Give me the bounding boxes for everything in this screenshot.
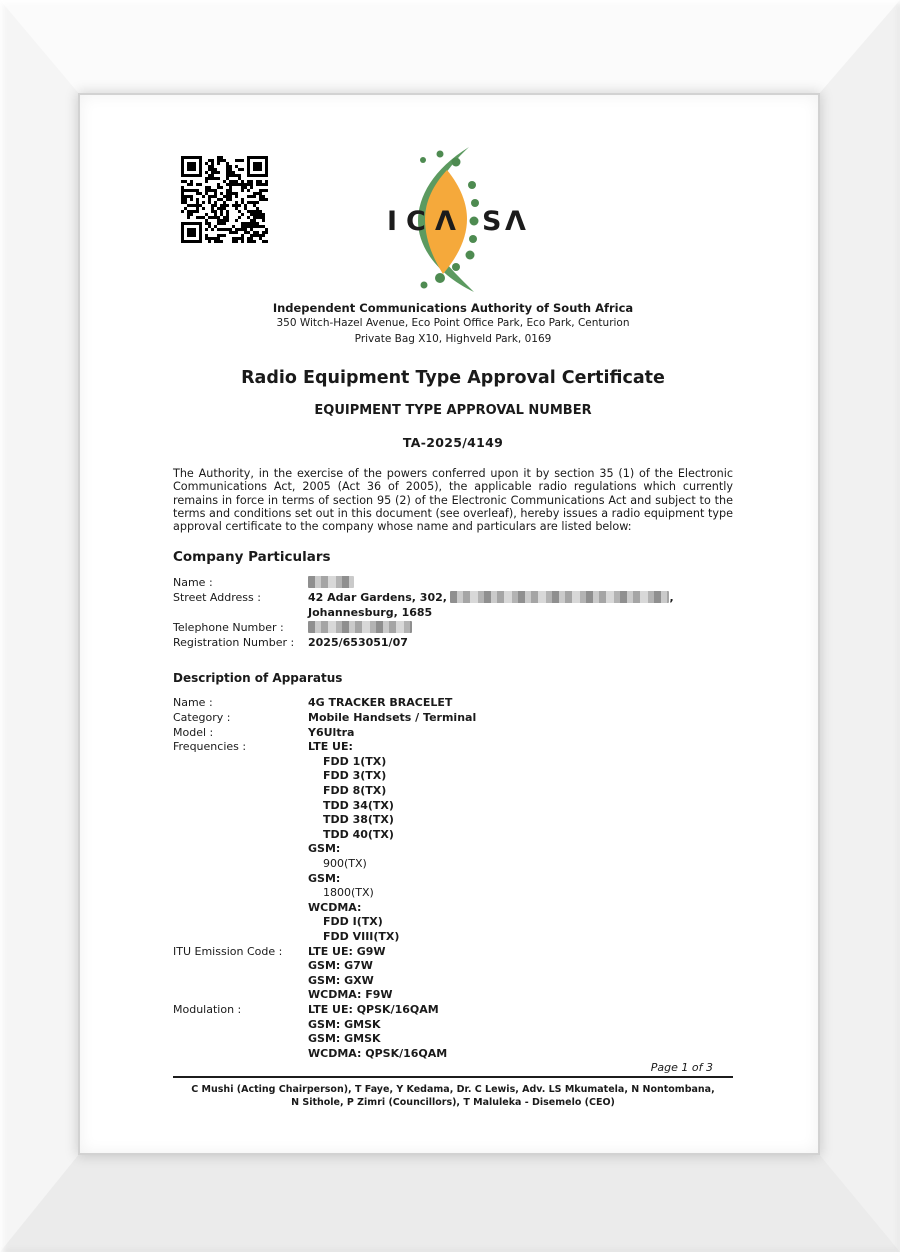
category-label: Category : [173, 711, 231, 725]
category-row [173, 711, 733, 726]
modulation-value [308, 1003, 733, 1061]
telephone-label: Telephone Number : [173, 621, 284, 635]
itu-line: GSM: GXW [308, 973, 374, 987]
freq-group-header: LTE UE: [308, 740, 353, 754]
councillors-line1: C Mushi (Acting Chairperson), T Faye, Y Kedama, Dr. C Lewis, Adv. LS Mkumatela, N Nontombana, [191, 1084, 715, 1096]
model-row [173, 726, 733, 741]
company-name-label: Name : [173, 576, 213, 590]
itu-emission-code-label: ITU Emission Code : [173, 944, 283, 958]
authority-header [173, 301, 733, 346]
apparatus-name-row [173, 696, 733, 711]
registration-value: 2025/653051/07 [308, 636, 408, 650]
logo-letter-c: C [406, 206, 426, 237]
description-of-apparatus-heading: Description of Apparatus [173, 671, 343, 686]
redacted-company-name [308, 576, 354, 588]
modulation-row [173, 1003, 733, 1061]
modulation-line: WCDMA: QPSK/16QAM [308, 1046, 448, 1060]
itu-line: WCDMA: F9W [308, 988, 393, 1002]
icasa-logo [381, 145, 533, 295]
freq-item: FDD 8(TX) [323, 784, 387, 798]
street-address-suffix: , [669, 591, 674, 605]
authority-address-line2: Private Bag X10, Highveld Park, 0169 [354, 332, 552, 345]
modulation-line: GSM: GMSK [308, 1032, 381, 1046]
frequencies-value [308, 740, 733, 944]
logo-letter-s: S [482, 206, 502, 237]
freq-item: FDD VIII(TX) [323, 929, 400, 943]
redacted-street-address [450, 591, 669, 603]
approval-number-heading: EQUIPMENT TYPE APPROVAL NUMBER [314, 403, 592, 418]
freq-item: FDD 3(TX) [323, 769, 387, 783]
category-value: Mobile Handsets / Terminal [308, 711, 477, 725]
modulation-line: GSM: GMSK [308, 1017, 381, 1031]
footer-divider [173, 1076, 733, 1078]
freq-item: TDD 34(TX) [323, 798, 394, 812]
redacted-telephone [308, 621, 412, 633]
certificate-title: Radio Equipment Type Approval Certificate [241, 368, 665, 388]
model-label: Model : [173, 725, 214, 739]
freq-item: 900(TX) [323, 857, 367, 871]
approval-number: TA-2025/4149 [402, 435, 504, 450]
brand-row [173, 95, 733, 295]
frequencies-label: Frequencies : [173, 740, 247, 754]
intro-paragraph: The Authority, in the exercise of the powers conferred upon it by section 35 (1) of the Electronic Communications Act, 2005 (Act 36 of 2005), the applicable radio regulations which currently remains in force in terms of section 95 (2) of the Electronic Communications Act and subject to the terms and conditions set out in this document (see overleaf), hereby issues a radio equipment type approval certificate to the company whose name and particulars are listed below: [173, 467, 733, 534]
certificate-page [80, 95, 818, 1153]
freq-group-header: GSM: [308, 871, 341, 885]
street-address-prefix: 42 Adar Gardens, 302, [308, 591, 447, 605]
itu-line: LTE UE: G9W [308, 944, 386, 958]
registration-row [173, 635, 733, 650]
freq-item: TDD 40(TX) [323, 827, 394, 841]
authority-name: Independent Communications Authority of South Africa [272, 301, 634, 315]
logo-letter-a1: Λ [435, 206, 456, 237]
apparatus-rows [173, 696, 733, 1061]
freq-item: TDD 38(TX) [323, 813, 394, 827]
street-address-line2: Johannesburg, 1685 [308, 606, 433, 620]
registration-label: Registration Number : [173, 636, 295, 650]
itu-emission-code-row [173, 945, 733, 1003]
itu-line: GSM: G7W [308, 959, 373, 973]
icasa-logo-graphic [381, 145, 533, 295]
qr-code [179, 154, 271, 246]
modulation-line: LTE UE: QPSK/16QAM [308, 1002, 439, 1016]
authority-address-line1: 350 Witch-Hazel Avenue, Eco Point Office Park, Eco Park, Centurion [276, 317, 630, 329]
company-particulars-rows [173, 575, 733, 650]
apparatus-name-value: 4G TRACKER BRACELET [308, 696, 453, 710]
street-address-value [308, 590, 733, 620]
street-address-label: Street Address : [173, 591, 261, 605]
freq-item: FDD 1(TX) [323, 754, 387, 768]
company-particulars-heading: Company Particulars [173, 549, 331, 566]
company-name-value [308, 575, 733, 590]
street-address-row [173, 590, 733, 620]
frequencies-row [173, 740, 733, 944]
modulation-label: Modulation : [173, 1002, 242, 1016]
page-indicator: Page 1 of 3 [650, 1061, 713, 1075]
freq-group-header: GSM: [308, 842, 341, 856]
freq-item: FDD I(TX) [323, 915, 383, 929]
telephone-value [308, 620, 733, 635]
logo-letter-i: I [387, 206, 398, 237]
qr-code-canvas [179, 154, 271, 246]
company-name-row [173, 575, 733, 590]
apparatus-name-label: Name : [173, 696, 213, 710]
freq-group-header: WCDMA: [308, 900, 362, 914]
itu-emission-code-value [308, 945, 733, 1003]
councillors-line2: N Sithole, P Zimri (Councillors), T Maluleka - Disemelo (CEO) [291, 1097, 615, 1109]
freq-item: 1800(TX) [323, 886, 374, 900]
logo-letter-a2: Λ [505, 206, 526, 237]
page-footer [173, 1061, 733, 1109]
telephone-row [173, 620, 733, 635]
model-value: Y6Ultra [308, 725, 355, 739]
